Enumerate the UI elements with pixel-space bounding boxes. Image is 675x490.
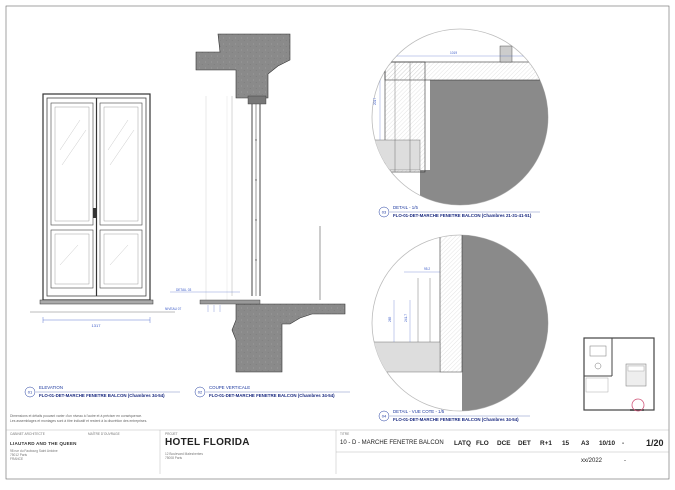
firm-label: CABINET ARCHITECTE bbox=[10, 432, 45, 436]
code-phase: LATQ bbox=[454, 440, 471, 447]
caption-subtitle-1: FLO-01-DET-MARCHE FENETRE BALCON (Chambres 34-54) bbox=[39, 393, 165, 398]
caption-01 bbox=[25, 385, 180, 398]
firm-name: LIAUTARD AND THE QUEEN bbox=[10, 441, 77, 446]
sheet-title-label: TITRE bbox=[340, 432, 350, 436]
project-address-2: 75008 Paris bbox=[165, 456, 183, 460]
note-line-1: Dimensions et détails pouvant varier d'un niveau à l'autre et à préciser en conséquence. bbox=[10, 414, 143, 418]
firm-address-1: 98 rue du Faubourg Saint Antoine bbox=[10, 449, 58, 453]
section-view bbox=[170, 34, 345, 372]
detail-label: DETAIL 03 bbox=[176, 288, 192, 292]
code-project: FLO bbox=[476, 440, 489, 447]
caption-number-3: 03 bbox=[381, 209, 387, 215]
level-label: NIVEAU 07 bbox=[165, 307, 182, 311]
firm-address-2: 75012 Paris bbox=[10, 453, 28, 457]
title-block bbox=[10, 430, 665, 474]
client-label: MAÎTRE D'OUVRAGE bbox=[88, 432, 120, 436]
caption-title-1: ELEVATION bbox=[39, 385, 63, 390]
caption-03 bbox=[379, 205, 540, 218]
caption-title-2: COUPE VERTICALE bbox=[209, 385, 251, 390]
detail-04-dim-a: 265 bbox=[388, 316, 392, 322]
caption-subtitle-4: FLO-01-DET-MARCHE FENETRE BALCON (Chambres 34-54) bbox=[393, 417, 519, 422]
note-line-2: Les assemblages et montages sont à titre indicatif et restent à la discrétion des entreprises. bbox=[10, 418, 148, 423]
elevation-view bbox=[30, 94, 182, 328]
firm-address-3: FRANCE bbox=[10, 457, 24, 461]
window-handle bbox=[93, 208, 96, 218]
detail-04-view bbox=[360, 230, 560, 420]
sheet-border bbox=[6, 6, 669, 479]
caption-title-3: DETAIL - 1/5 bbox=[393, 205, 418, 210]
detail-04-dim-top: 95.2 bbox=[424, 267, 431, 271]
detail-03-dim-side: 2017 bbox=[373, 97, 377, 105]
code-index: - bbox=[622, 440, 625, 447]
caption-02 bbox=[195, 385, 350, 398]
project-label: PROJET bbox=[165, 432, 178, 436]
key-plan bbox=[584, 338, 654, 411]
detail-03-dim: 1019 bbox=[450, 51, 458, 55]
detail-03-view bbox=[360, 29, 560, 210]
code-number: 15 bbox=[562, 440, 570, 447]
date: xx/2022 bbox=[581, 458, 603, 464]
caption-subtitle-2: FLO-01-DET-MARCHE FENETRE BALCON (Chambres 34-54) bbox=[209, 393, 335, 398]
caption-number-1: 01 bbox=[27, 389, 33, 395]
caption-title-4: DETAIL - VUE COTE - 1/5 bbox=[393, 409, 445, 414]
project-name: HOTEL FLORIDA bbox=[165, 437, 250, 448]
code-level: R+1 bbox=[540, 440, 552, 447]
code-type: DET bbox=[518, 440, 531, 447]
sheet-title: 10 - D - MARCHE FENETRE BALCON bbox=[340, 440, 444, 446]
code-stage: DCE bbox=[497, 440, 511, 447]
detail-04-dim-b: 241.7 bbox=[404, 314, 408, 322]
code-format: A3 bbox=[581, 440, 590, 447]
project-address-1: 12 Boulevard Malesherbes bbox=[165, 452, 203, 456]
code-page: 10/10 bbox=[599, 440, 615, 447]
caption-number-4: 04 bbox=[381, 413, 387, 419]
scale: 1/20 bbox=[646, 438, 664, 448]
date-dash: - bbox=[624, 458, 626, 464]
caption-subtitle-3: FLO-01-DET-MARCHE FENETRE BALCON (Chambres 21-31-41-51) bbox=[393, 213, 532, 218]
caption-number-2: 02 bbox=[197, 389, 203, 395]
elevation-dimension: 1317 bbox=[91, 323, 101, 328]
drawing-notes bbox=[10, 414, 147, 423]
